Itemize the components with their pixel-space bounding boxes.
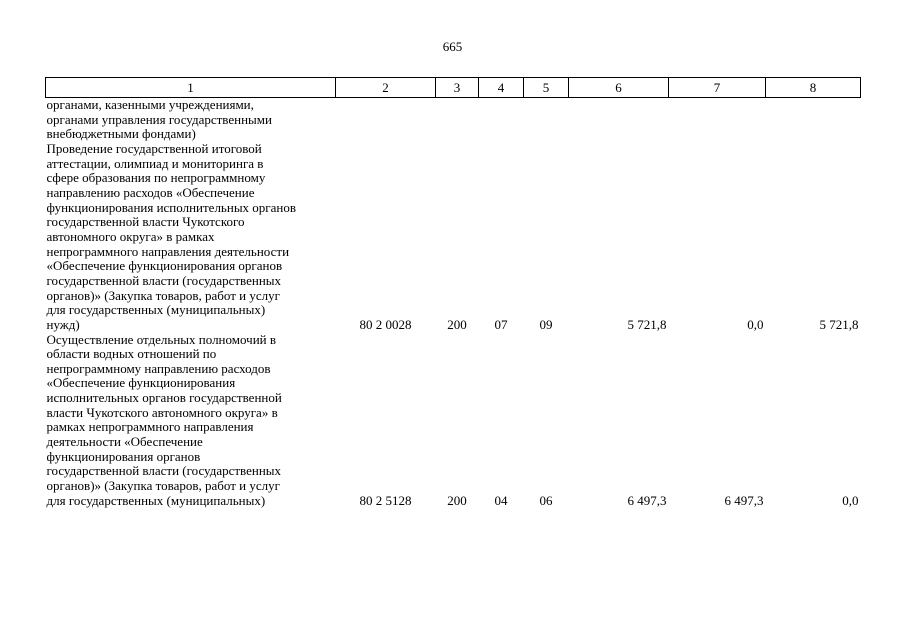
column-header-3: 3 — [436, 78, 479, 98]
row-name-line: для государственных (муниципальных) — [46, 492, 266, 508]
row-col5-cell: 09 — [539, 316, 553, 332]
table-header-row — [46, 78, 861, 98]
row-name-line: деятельности «Обеспечение — [46, 434, 203, 450]
row-name-line: для государственных (муниципальных) — [46, 302, 266, 318]
table-row — [46, 98, 861, 142]
row-name-line: Осуществление отдельных полномочий в — [46, 331, 276, 347]
row-col3-cell: 200 — [447, 316, 467, 332]
budget-table — [45, 77, 861, 508]
row-name-cell — [46, 98, 336, 142]
row-col7-cell: 0,0 — [747, 316, 764, 332]
row-col5-cell — [524, 98, 569, 142]
row-name-line: Проведение государственной итоговой — [46, 140, 262, 156]
row-col4-cell: 04 — [494, 492, 508, 508]
row-name-line: функционирования исполнительных органов — [46, 199, 297, 215]
row-name-line: органов)» (Закупка товаров, работ и услуг — [46, 287, 280, 303]
row-name-line: непрограммного направления деятельности — [46, 243, 290, 259]
row-code-cell: 80 2 5128 — [359, 492, 412, 508]
row-name-line: внебюджетными фондами) — [46, 126, 196, 142]
table-row — [46, 333, 861, 509]
column-header-5: 5 — [524, 78, 569, 98]
row-col8-cell: 0,0 — [842, 492, 859, 508]
column-header-2: 2 — [336, 78, 436, 98]
row-name-line: направлению расходов «Обеспечение — [46, 184, 255, 200]
row-name-cell — [46, 142, 336, 333]
row-name-line: органами управления государственными — [46, 111, 272, 127]
row-col6-cell — [569, 98, 669, 142]
row-col3-cell — [436, 98, 479, 142]
column-header-6: 6 — [569, 78, 669, 98]
row-name-line: исполнительных органов государственной — [46, 390, 282, 406]
row-code-cell — [336, 98, 436, 142]
row-name-line: сфере образования по непрограммному — [46, 170, 266, 186]
row-name-line: государственной власти Чукотского — [46, 214, 245, 230]
row-name-line: рамках непрограммного направления — [46, 419, 254, 435]
table-row — [46, 142, 861, 333]
row-name-line: области водных отношений по — [46, 346, 217, 362]
row-name-line: «Обеспечение функционирования — [46, 375, 236, 391]
row-name-line: органами, казенными учреждениями, — [46, 97, 254, 112]
row-name-cell — [46, 333, 336, 509]
row-name-line: государственной власти (государственных — [46, 463, 282, 479]
column-header-4: 4 — [479, 78, 524, 98]
row-name-line: «Обеспечение функционирования органов — [46, 258, 283, 274]
column-header-1: 1 — [46, 78, 336, 98]
row-col8-cell: 5 721,8 — [819, 316, 859, 332]
row-col5-cell: 06 — [539, 492, 553, 508]
row-code-cell: 80 2 0028 — [359, 316, 412, 332]
row-col6-cell: 5 721,8 — [627, 316, 667, 332]
row-name-line: аттестации, олимпиад и мониторинга в — [46, 155, 264, 171]
row-col7-cell: 6 497,3 — [724, 492, 764, 508]
row-name-line: автономного округа» в рамках — [46, 228, 215, 244]
column-header-8: 8 — [766, 78, 861, 98]
column-header-7: 7 — [669, 78, 766, 98]
row-col7-cell — [669, 98, 766, 142]
row-col3-cell: 200 — [447, 492, 467, 508]
row-col8-cell — [766, 98, 861, 142]
row-name-line: нужд) — [46, 316, 80, 332]
page-number: 665 — [442, 39, 463, 54]
row-name-line: власти Чукотского автономного округа» в — [46, 404, 278, 420]
row-name-line: государственной власти (государственных — [46, 272, 282, 288]
row-col4-cell: 07 — [494, 316, 508, 332]
row-col6-cell: 6 497,3 — [627, 492, 667, 508]
row-name-line: функционирования органов — [46, 448, 201, 464]
row-col4-cell — [479, 98, 524, 142]
row-name-line: органов)» (Закупка товаров, работ и услуг — [46, 478, 280, 494]
row-name-line: непрограммному направлению расходов — [46, 360, 271, 376]
